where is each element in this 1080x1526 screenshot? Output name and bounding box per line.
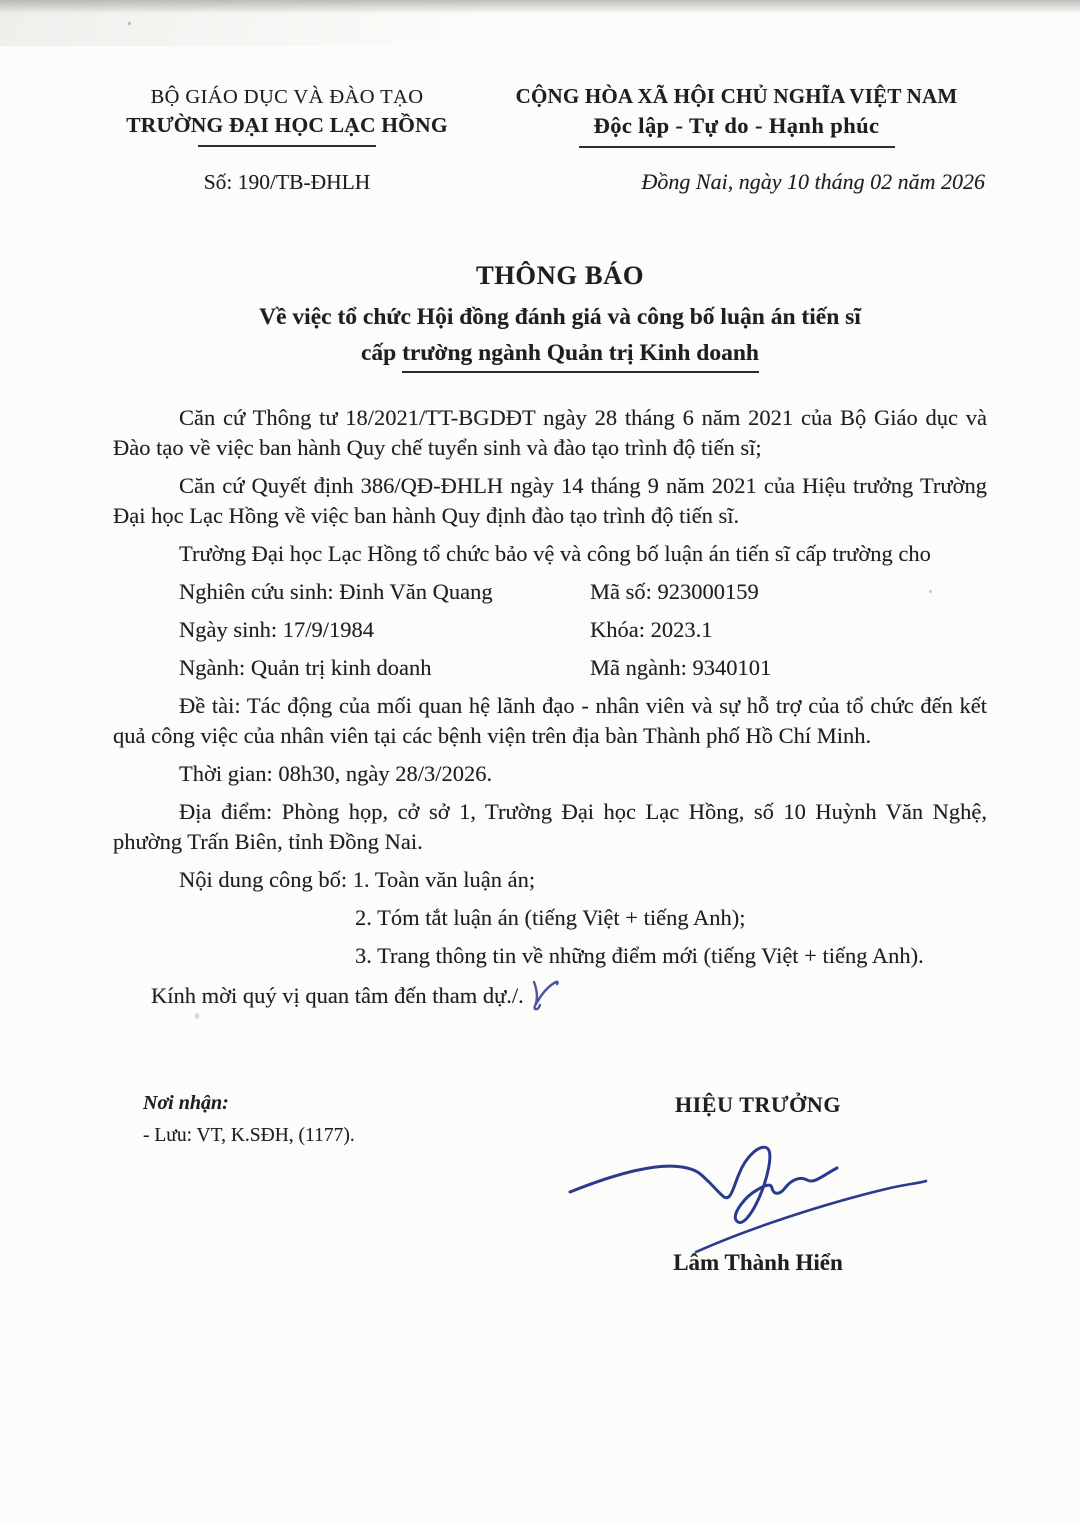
document-body [113,403,987,1023]
info-cell-right: Mã số: 923000159 [590,579,759,604]
invitation-paragraph [113,979,987,1015]
notice-heading: THÔNG BÁO [475,260,645,290]
info-row [113,653,987,683]
info-row [113,577,987,607]
content-label-paragraph: Nội dung công bố: 1. Toàn văn luận án; [179,867,536,892]
national-motto: Độc lập - Tự do - Hạnh phúc [593,113,880,138]
invitation-text: Kính mời quý vị quan tâm đến tham dự./. [151,983,524,1008]
subtitle-underlined-text: trường ngành Quản trị Kinh doanh [402,340,759,373]
citation-paragraph-2: Căn cứ Quyết định 386/QĐ-ĐHLH ngày 14 tháng 9 năm 2021 của Hiệu trưởng Trường Đại học Lạc Hồng về việc ban hành Quy định đào tạo trình độ tiến sĩ. [113,473,987,528]
pen-checkmark [527,979,559,1015]
document-number: Số: 190/TB-ĐHLH [203,170,371,194]
ministry-name: BỘ GIÁO DỤC VÀ ĐÀO TẠO [150,86,424,108]
citation-paragraph-1: Căn cứ Thông tư 18/2021/TT-BGDĐT ngày 28 tháng 6 năm 2021 của Bộ Giáo dục và Đào tạo về việc ban hành Quy chế tuyển sinh và đào tạo trình độ tiến sĩ; [113,405,987,460]
notice-title-block [80,260,1040,371]
info-cell-right: Mã ngành: 9340101 [590,655,772,680]
signer-name: Lâm Thành Hiển [673,1250,843,1275]
header-rule-right [579,146,895,148]
issuing-authority-block [110,86,464,195]
recipients-block [143,1092,355,1147]
location-paragraph: Địa điểm: Phòng họp, cở sở 1, Trường Đại học Lạc Hồng, số 10 Huỳnh Văn Nghệ, phường Trấn Biên, tỉnh Đồng Nai. [113,799,987,854]
country-name: CỘNG HÒA XÃ HỘI CHỦ NGHĨA VIỆT NAM [515,84,958,108]
recipients-line: - Lưu: VT, K.SĐH, (1177). [143,1125,355,1146]
info-cell-left: Ngày sinh: 17/9/1984 [179,617,374,642]
subtitle-prefix: cấp [360,340,403,366]
notice-subtitle-line1: Về việc tổ chức Hội đồng đánh giá và công bố luận án tiến sĩ [259,304,861,330]
notice-subtitle-line2 [80,335,1040,371]
signer-title: HIỆU TRƯỞNG [674,1092,842,1117]
scan-speck [195,1013,199,1019]
header-rule-left [198,145,376,147]
info-cell-left: Ngành: Quản trị kinh doanh [179,655,432,680]
content-item: 2. Tóm tắt luận án (tiếng Việt + tiếng Anh); [355,905,746,930]
university-name: TRƯỜNG ĐẠI HỌC LẠC HỒNG [126,113,448,137]
scan-speck [128,22,131,25]
time-paragraph: Thời gian: 08h30, ngày 28/3/2026. [179,761,493,786]
info-row [113,615,987,645]
intro-paragraph: Trường Đại học Lạc Hồng tổ chức bảo vệ và công bố luận án tiến sĩ cấp trường cho [179,541,931,566]
national-header-block [486,84,987,195]
recipients-label: Nơi nhận: [143,1092,229,1114]
topic-paragraph: Đề tài: Tác động của mối quan hệ lãnh đạo - nhân viên và sự hỗ trợ của tổ chức đến kết quả công việc của nhân viên tại các bệnh viện trên địa bàn Thành phố Hồ Chí Minh. [113,693,987,748]
place-date-line: Đồng Nai, ngày 10 tháng 02 năm 2026 [641,169,985,194]
info-cell-left: Nghiên cứu sinh: Đinh Văn Quang [179,579,493,604]
scan-speck [929,590,932,593]
content-item: 3. Trang thông tin về những điểm mới (tiếng Việt + tiếng Anh). [355,943,924,968]
info-cell-right: Khóa: 2023.1 [590,617,713,642]
